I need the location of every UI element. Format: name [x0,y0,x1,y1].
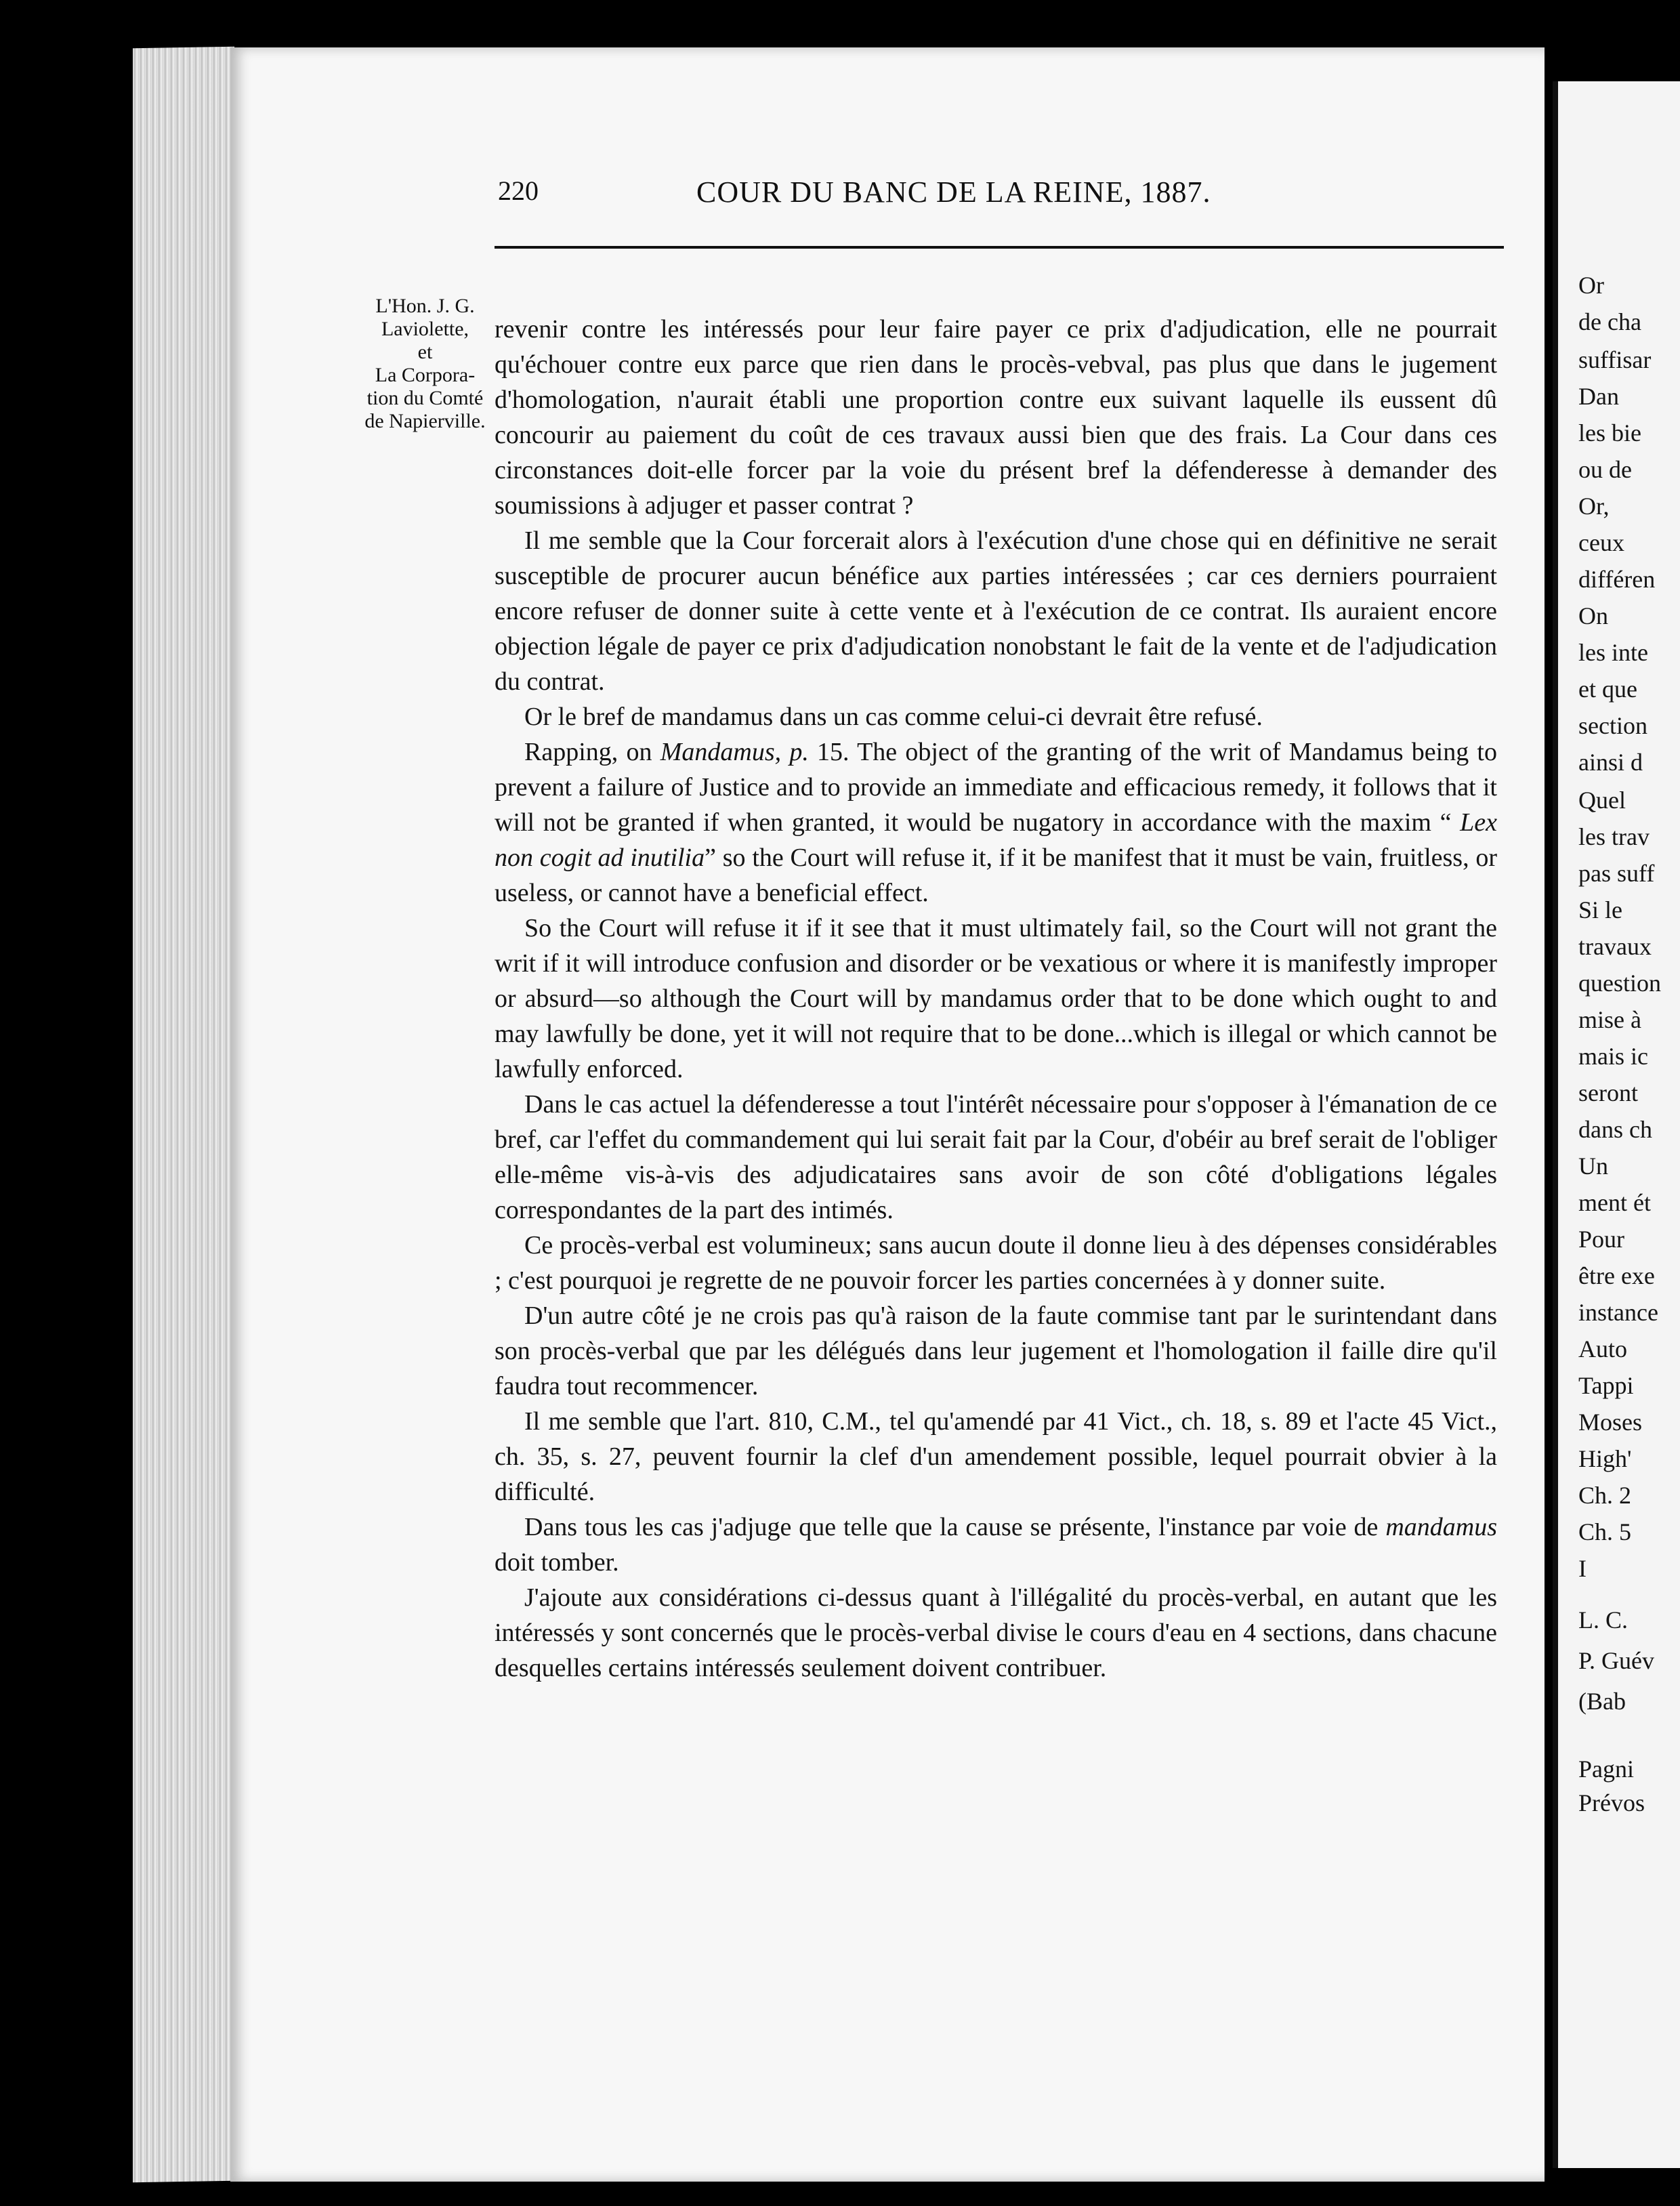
text-run: 15. The object of the granting of the writ of Mandamus being to prevent a failure of Justice and to provide an immediate and efficacious remedy, it follows that it will not be granted if when granted, it would be nugatory in accordance with the maxim “ [495,738,1497,837]
right-page-line: Dan [1578,383,1619,410]
right-page-line: Quel [1578,787,1626,814]
text-run: revenir contre les intéressés pour leur faire payer ce prix d'adjudication, elle ne pourrait qu'échouer contre eux parce que rien dans le procès-vebval, pas plus que dans le jugement d'homologation, n'aurait établi une proportion contre eux suivant laquelle ils eussent dû concourir au paiement du coût de ces travaux aussi bien que des frais. La Cour dans ces circonstances doit-elle forcer par la voie du présent bref la défenderesse à demander des soumissions à adjuger et passer contrat ? [495,315,1497,520]
text-run: Dans tous les cas j'adjuge que telle que la cause se présente, l'instance par voie de [524,1513,1386,1541]
margin-note [332,295,518,433]
text-run: Il me semble que l'art. 810, C.M., tel qu'amendé par 41 Vict., ch. 18, s. 89 et l'acte 45 Vict., ch. 35, s. 27, peuvent fournir la clef d'un amendement possible, lequel pourrait obvier à la difficulté. [495,1407,1497,1506]
paragraph [495,734,1497,911]
right-page-line: les trav [1578,823,1650,850]
left-page [230,47,1545,2182]
right-page-line: être exe [1578,1262,1655,1289]
right-page-line: les inte [1578,639,1648,666]
right-page-line: Ch. 5 [1578,1518,1632,1545]
italic-text: mandamus [1385,1513,1497,1541]
right-page-line: suffisar [1578,346,1652,373]
text-run: doit tomber. [495,1548,619,1577]
right-page-line: de cha [1578,308,1641,335]
running-head [230,175,1545,229]
right-page-line: section [1578,712,1647,739]
right-page-line: Or [1578,272,1604,299]
right-page-line: dans ch [1578,1116,1652,1143]
right-page-line: Si le [1578,896,1623,923]
text-run: Dans le cas actuel la défenderesse a tout l'intérêt nécessaire pour s'opposer à l'émanation de ce bref, car l'effet du commandement qui lui serait fait par la Cour, d'obéir au bref serait de l'obliger elle-même vis-à-vis des adjudicataires sans avoir de son côté d'obligations légales correspondantes de la part des intimés. [495,1090,1497,1224]
italic-text: Lex non cogit ad inutilia [495,808,1497,872]
paragraph [495,312,1497,523]
text-run: So the Court will refuse it if it see that it must ultimately fail, so the Court will not grant the writ if it will introduce confusion and disorder or be vexatious or where it is manifestly improper or absurd—so although the Court will by mandamus order that to be done which ought to and may lawfully be done, yet it will not require that to be done...which is illegal or which cannot be lawfully enforced. [495,914,1497,1083]
right-page-line: Un [1578,1152,1608,1180]
text-run: Il me semble que la Cour forcerait alors à l'exécution d'une chose qui en définitive ne serait susceptible de procurer aucun bénéfice aux parties intéressées ; car ces derniers pourraient encore refuser de donner suite à cette vente et à l'exécution de ce contrat. Ils auraient encore objection légale de payer ce prix d'adjudication nonobstant le fait de la vente et de l'adjudication du contrat. [495,526,1497,696]
header-rule [495,246,1504,249]
right-page-line: (Bab [1578,1688,1626,1715]
right-page-line: P. Guév [1578,1647,1655,1674]
right-page-line: seront [1578,1079,1638,1106]
right-page-line: Ch. 2 [1578,1482,1632,1509]
margin-note-line: Laviolette, [381,318,469,340]
text-run: J'ajoute aux considérations ci-dessus quant à l'illégalité du procès-verbal, en autant que les intéressés y sont concernés que le procès-verbal divise le cours d'eau en 4 sections, dans chacune desquelles certains intéressés seulement doivent contribuer. [495,1583,1497,1682]
right-page-line: ceux [1578,529,1624,556]
right-page-line: instance [1578,1299,1658,1326]
right-page-line: Moses [1578,1409,1643,1436]
text-run: ” so the Court will refuse it, if it be manifest that it must be vain, fruitless, or useless, or cannot have a beneficial effect. [495,844,1497,907]
paragraph [495,699,1497,734]
page-number: 220 [498,175,539,206]
right-page-line: et que [1578,675,1637,703]
right-page-line: travaux [1578,933,1652,960]
text-run: D'un autre côté je ne crois pas qu'à raison de la faute commise tant par le surintendant dans son procès-verbal que par les délégués dans leur jugement et l'homologation il faille dire qu'il faudra tout recommencer. [495,1302,1497,1400]
book-page-edges [133,47,234,2183]
right-page-line: différen [1578,566,1656,593]
page-heading: COUR DU BANC DE LA REINE, 1887. [696,175,1211,209]
margin-note-line: tion du Comté [366,387,484,409]
paragraph [495,1580,1497,1686]
right-page-line: Tappi [1578,1372,1634,1399]
italic-text: Mandamus, p. [660,738,809,766]
margin-note-line: et [417,341,433,363]
right-page-line: mise à [1578,1006,1641,1033]
right-page-line: ou de [1578,456,1632,483]
body-text [495,312,1497,1686]
text-run: Or le bref de mandamus dans un cas comme celui-ci devrait être refusé. [524,703,1263,731]
margin-note-line: de Napierville. [364,410,486,432]
paragraph [495,911,1497,1087]
margin-note-line: La Corpora- [375,364,476,386]
right-page-line: Pour [1578,1226,1625,1253]
right-page-line: L. C. [1578,1606,1629,1633]
margin-note-line: L'Hon. J. G. [375,295,475,317]
right-page-line: High' [1578,1445,1632,1472]
paragraph [495,1087,1497,1228]
right-page-line: On [1578,602,1608,629]
right-page-fragment [1553,81,1680,2168]
paragraph [495,1510,1497,1580]
right-page-line: Prévos [1578,1789,1645,1816]
right-page-line: question [1578,970,1661,997]
paragraph [495,1404,1497,1510]
right-page-line: mais ic [1578,1043,1648,1070]
text-run: Ce procès-verbal est volumineux; sans aucun doute il donne lieu à des dépenses considérables ; c'est pourquoi je regrette de ne pouvoir forcer les parties concernées à y donner suite. [495,1231,1497,1295]
right-page-line: pas suff [1578,860,1655,887]
right-page-line: les bie [1578,419,1641,446]
right-page-line: ainsi d [1578,749,1643,776]
right-page-line: Auto [1578,1335,1627,1362]
right-page-line: ment ét [1578,1189,1651,1216]
text-run: Rapping, on [524,738,660,766]
right-page-line: I [1578,1555,1587,1582]
paragraph [495,1298,1497,1404]
right-page-line: Pagni [1578,1755,1635,1783]
right-page-line: Or, [1578,493,1610,520]
paragraph [495,1228,1497,1298]
paragraph [495,523,1497,699]
